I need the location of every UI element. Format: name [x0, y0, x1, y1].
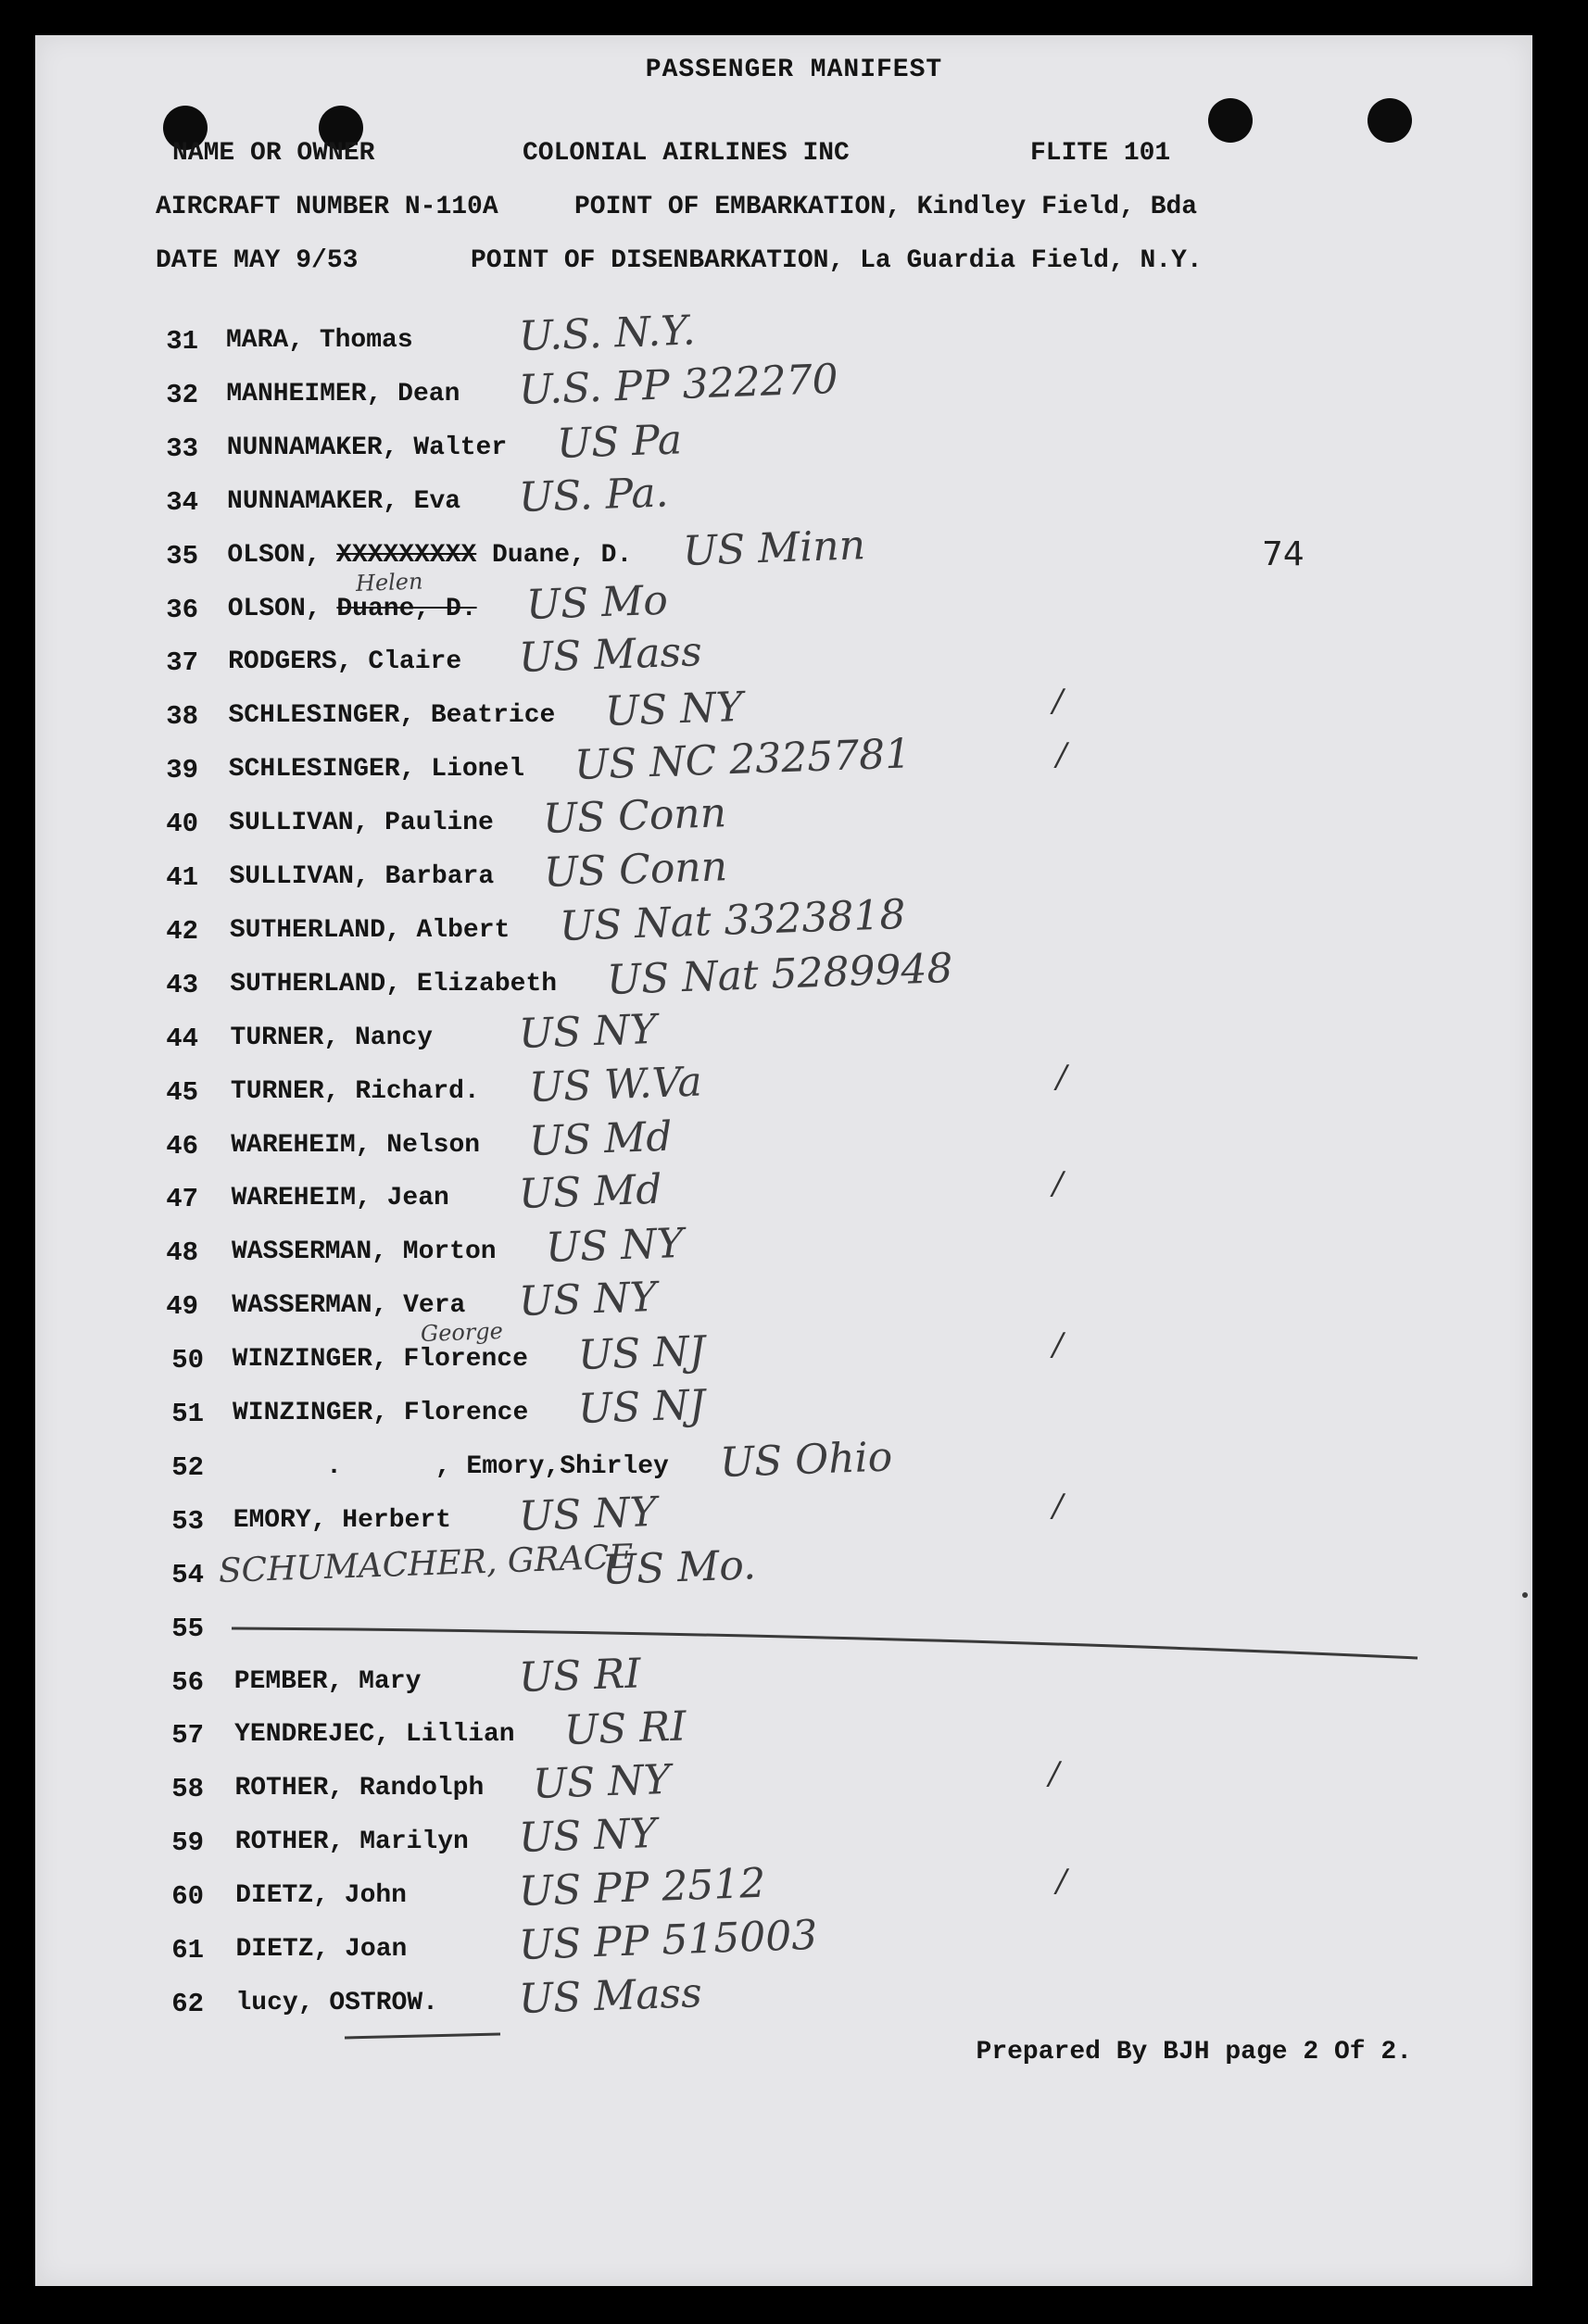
passenger-number: 59: [171, 1828, 204, 1858]
passenger-surname: . , Emory,Shirley: [233, 1452, 669, 1481]
handwritten-nationality-note: US NJ: [577, 1381, 707, 1433]
passenger-number: 55: [171, 1614, 204, 1644]
handwritten-nationality-note: U.S. PP 322270: [518, 355, 839, 414]
passenger-number: 33: [166, 433, 198, 464]
handwritten-nationality-note: US PP 515003: [518, 1911, 819, 1969]
handwritten-nationality-note: US NJ: [576, 1327, 706, 1379]
handwritten-nationality-note: US NY: [604, 683, 745, 735]
check-tick-mark: /: [1052, 1326, 1064, 1363]
passenger-given-name: Duane, D.: [476, 541, 633, 570]
handwritten-nationality-note: US NY: [518, 1809, 658, 1862]
passenger-surname: YENDREJEC, Lillian: [234, 1720, 515, 1749]
passenger-number: 36: [166, 595, 198, 625]
handwritten-nationality-note: US RI: [563, 1702, 687, 1754]
passenger-surname: DIETZ, John: [235, 1881, 407, 1910]
passenger-surname: NUNNAMAKER, Eva: [227, 487, 461, 516]
separator-line: [232, 1628, 1418, 1658]
handwritten-nationality-note: US NY: [518, 1273, 658, 1325]
edge-mark: [1522, 1592, 1528, 1598]
passenger-number: 49: [166, 1291, 198, 1322]
passenger-number: 47: [166, 1184, 198, 1214]
embarkation-point: POINT OF EMBARKATION, Kindley Field, Bda: [574, 193, 1198, 221]
passenger-number: 52: [171, 1452, 204, 1483]
handwritten-nationality-note: U.S. N.Y.: [518, 307, 697, 360]
passenger-number: 38: [166, 701, 198, 732]
handwritten-name: SCHUMACHER, GRACE: [218, 1538, 635, 1590]
passenger-surname: EMORY, Herbert: [233, 1506, 451, 1535]
passenger-number: 60: [171, 1881, 204, 1912]
check-tick-mark: /: [1052, 1165, 1064, 1202]
page-title: PASSENGER MANIFEST: [645, 56, 943, 84]
handwritten-nationality-note: US Ohio: [719, 1433, 894, 1487]
handwritten-nationality-note: US Md: [518, 1165, 663, 1218]
handwritten-nationality-note: US Minn: [682, 521, 867, 575]
passenger-surname: SULLIVAN, Barbara: [229, 862, 495, 891]
handwritten-nationality-note: US Nat 5289948: [606, 944, 954, 1004]
struck-text: Duane, D.: [336, 595, 477, 623]
passenger-number: 32: [166, 380, 198, 410]
passenger-surname: ROTHER, Randolph: [234, 1774, 485, 1803]
handwritten-nationality-note: US Mo.: [601, 1541, 757, 1594]
passenger-number: 40: [166, 809, 198, 839]
handwritten-nationality-note: US Md: [528, 1112, 674, 1165]
passenger-surname: SULLIVAN, Pauline: [229, 809, 494, 837]
passenger-surname: SCHLESINGER, Lionel: [228, 755, 525, 784]
passenger-number: 42: [166, 916, 198, 947]
passenger-surname: SUTHERLAND, Albert: [229, 916, 510, 945]
handwritten-nationality-note: US NY: [545, 1219, 685, 1272]
owner-label: NAME OR OWNER: [172, 139, 375, 168]
handwritten-nationality-note: US. Pa.: [518, 469, 670, 521]
check-tick-mark: /: [1049, 1755, 1060, 1792]
manifest-date: DATE MAY 9/53: [156, 246, 359, 275]
prepared-by-footer: Prepared By BJH page 2 Of 2.: [976, 2038, 1412, 2066]
passenger-number: 51: [171, 1399, 204, 1429]
check-tick-mark: /: [1056, 736, 1067, 773]
handwritten-nationality-note: US RI: [518, 1650, 642, 1702]
handwritten-nationality-note: US Nat 3323818: [558, 890, 907, 950]
passenger-number: 58: [171, 1774, 204, 1804]
handwritten-nationality-note: US Mo: [524, 576, 669, 629]
handwritten-nationality-note: US NY: [518, 1005, 658, 1058]
check-tick-mark: /: [1052, 1488, 1064, 1525]
passenger-number: 46: [166, 1131, 198, 1162]
passenger-number: 62: [171, 1989, 204, 2019]
passenger-surname: OLSON,: [227, 541, 337, 570]
handwritten-nationality-note: US Conn: [542, 789, 727, 843]
passenger-surname: SCHLESINGER, Beatrice: [228, 701, 556, 730]
handwritten-nationality-note: US NC 2325781: [573, 730, 912, 789]
passenger-surname: WAREHEIM, Nelson: [231, 1131, 481, 1160]
passenger-surname: SUTHERLAND, Elizabeth: [230, 970, 558, 999]
passenger-number: 53: [171, 1506, 204, 1537]
passenger-number: 56: [171, 1667, 204, 1698]
margin-number: 74: [1262, 535, 1304, 573]
passenger-number: 37: [166, 647, 198, 678]
passenger-surname: DIETZ, Joan: [235, 1935, 408, 1964]
passenger-number: 34: [166, 487, 198, 518]
passenger-surname: WASSERMAN, Morton: [231, 1237, 497, 1266]
passenger-surname: NUNNAMAKER, Walter: [226, 433, 508, 462]
passenger-surname: MARA, Thomas: [226, 326, 413, 355]
handwritten-nationality-note: US NY: [518, 1488, 658, 1540]
handwritten-nationality-note: US PP 2512: [518, 1859, 767, 1916]
passenger-number: 41: [166, 862, 198, 893]
passenger-number: 50: [171, 1345, 204, 1376]
passenger-surname: TURNER, Richard.: [230, 1077, 480, 1106]
struck-text: XXXXXXXXX: [336, 541, 477, 570]
handwritten-nationality-note: US Pa: [555, 416, 683, 468]
passenger-surname: OLSON,: [227, 595, 337, 623]
handwritten-nationality-note: US NY: [532, 1755, 673, 1808]
passenger-number: 61: [171, 1935, 204, 1966]
passenger-surname: TURNER, Nancy: [230, 1024, 433, 1052]
passenger-number: 31: [166, 326, 198, 357]
passenger-surname: ROTHER, Marilyn: [234, 1828, 469, 1856]
passenger-surname: WASSERMAN, Vera: [232, 1291, 466, 1320]
passenger-number: 48: [166, 1237, 198, 1268]
flight-number: FLITE 101: [1030, 139, 1171, 168]
passenger-surname: PEMBER, Mary: [233, 1667, 422, 1696]
check-tick-mark: /: [1056, 1059, 1067, 1096]
handwritten-nationality-note: US W.Va: [528, 1058, 703, 1112]
passenger-number: 44: [166, 1024, 198, 1054]
passenger-number: 43: [166, 970, 198, 1000]
passenger-number: 45: [166, 1077, 198, 1108]
disembarkation-point: POINT OF DISENBARKATION, La Guardia Field, N.Y.: [471, 246, 1203, 275]
handwritten-correction: Helen: [355, 568, 423, 597]
check-tick-mark: /: [1056, 1863, 1067, 1900]
owner-value: COLONIAL AIRLINES INC: [523, 139, 850, 168]
check-tick-mark: /: [1052, 683, 1064, 720]
passenger-number: 57: [171, 1720, 204, 1751]
passenger-surname: lucy, OSTROW.: [235, 1989, 438, 2017]
handwritten-nationality-note: US Mass: [518, 1969, 703, 2023]
passenger-number: 35: [166, 541, 198, 572]
passenger-surname: WAREHEIM, Jean: [231, 1184, 449, 1212]
aircraft-number: AIRCRAFT NUMBER N-110A: [156, 193, 498, 221]
handwritten-nationality-note: US Conn: [542, 843, 728, 897]
passenger-surname: RODGERS, Claire: [228, 647, 462, 676]
passenger-number: 54: [171, 1560, 204, 1590]
passenger-number: 39: [166, 755, 198, 785]
handwritten-nationality-note: US Mass: [518, 628, 703, 682]
passenger-surname: WINZINGER, Florence: [233, 1399, 529, 1427]
passenger-surname: MANHEIMER, Dean: [226, 380, 460, 408]
handwritten-correction: George: [420, 1317, 504, 1347]
passenger-surname: WINZINGER, Florence: [232, 1345, 528, 1374]
underline-mark: [345, 2034, 500, 2038]
